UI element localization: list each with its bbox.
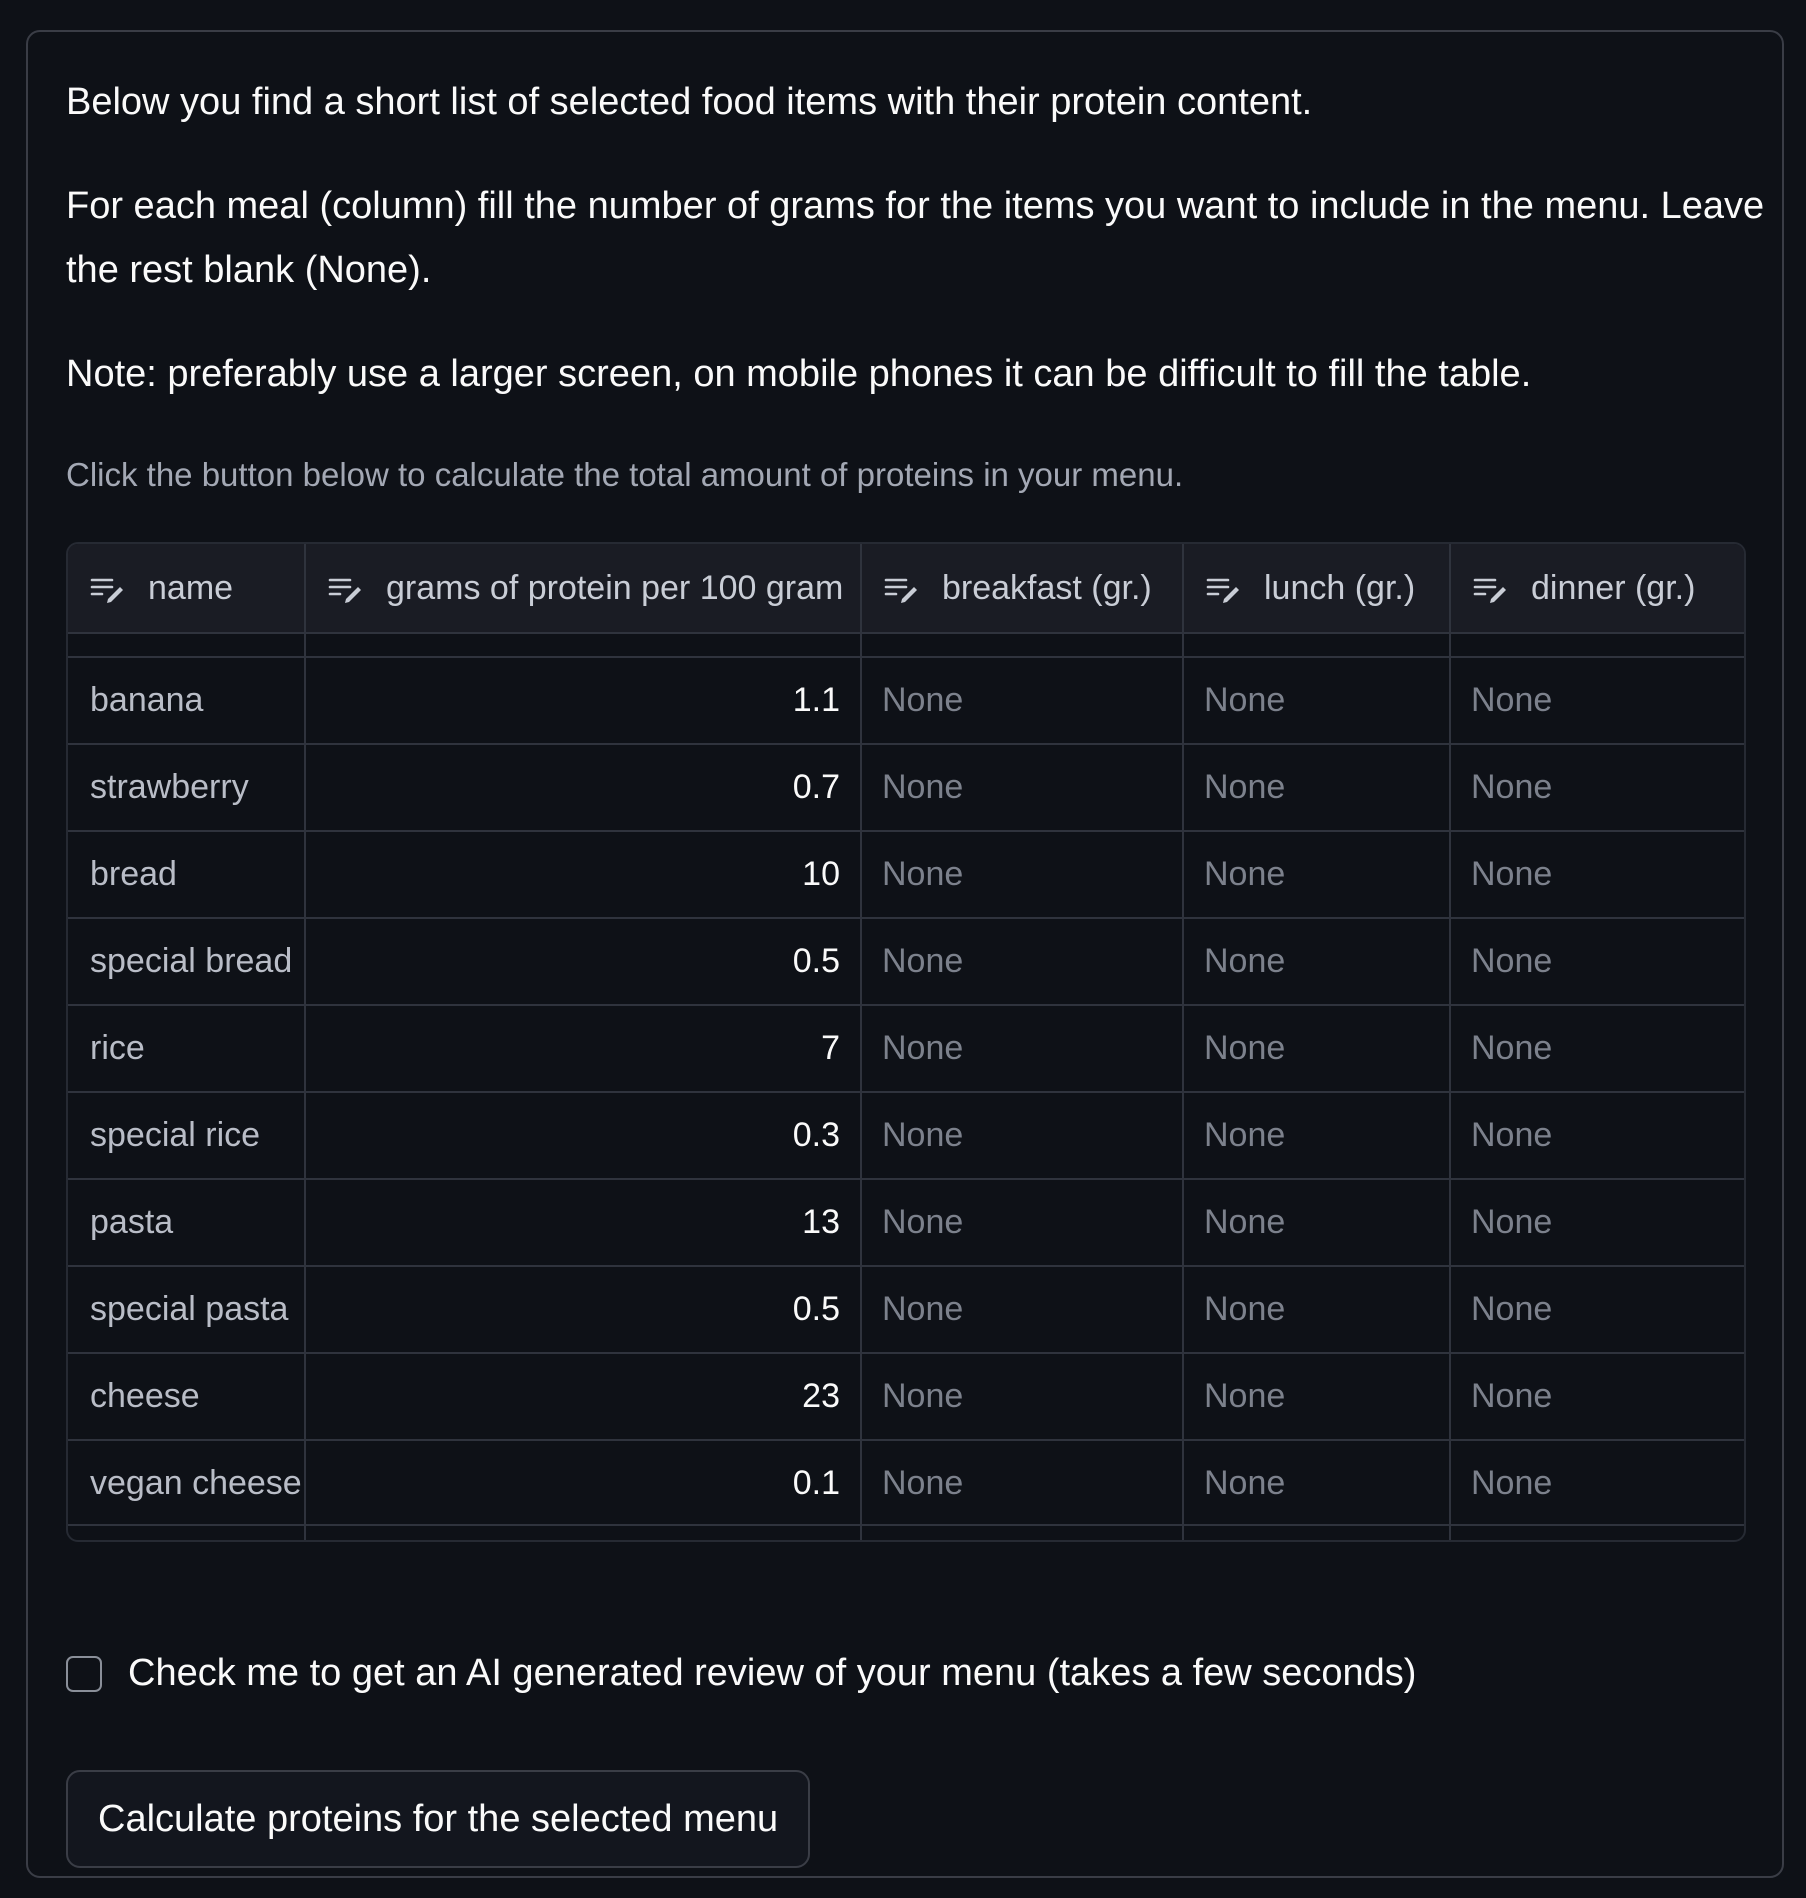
cell-name[interactable]: pasta	[90, 1203, 174, 1241]
cell-name[interactable]: special rice	[90, 1116, 261, 1154]
cell-protein[interactable]: 23	[802, 1377, 840, 1415]
cell-protein[interactable]: 0.5	[792, 1290, 840, 1328]
cell-dinner[interactable]: None	[1471, 681, 1553, 719]
cell-protein[interactable]: 0.7	[792, 768, 840, 806]
cell-dinner[interactable]: None	[1471, 942, 1553, 980]
column-header-label: lunch (gr.)	[1264, 568, 1416, 607]
cell-lunch[interactable]: None	[1204, 681, 1286, 719]
cell-protein[interactable]: 13	[802, 1203, 840, 1241]
cell-name[interactable]: vegan cheese	[90, 1464, 302, 1502]
cell-breakfast[interactable]: None	[882, 1377, 964, 1415]
cell-breakfast[interactable]: None	[882, 681, 964, 719]
table-row	[68, 1091, 1744, 1178]
cell-name[interactable]: strawberry	[90, 768, 249, 806]
cell-protein[interactable]: 0.5	[792, 942, 840, 980]
intro-line-2: For each meal (column) fill the number of grams for the items you want to include in the menu. Leave the rest blank (None).	[66, 185, 1765, 291]
table-row	[68, 1004, 1744, 1091]
cell-lunch[interactable]: None	[1204, 1116, 1286, 1154]
cell-dinner[interactable]: None	[1471, 1290, 1553, 1328]
intro-line-3: Note: preferably use a larger screen, on mobile phones it can be difficult to fill the table.	[66, 353, 1532, 395]
cell-dinner[interactable]: None	[1471, 1029, 1553, 1067]
cell-name[interactable]: cheese	[90, 1377, 200, 1415]
cell-breakfast[interactable]: None	[882, 1290, 964, 1328]
cell-lunch[interactable]: None	[1204, 1203, 1286, 1241]
table-body	[68, 656, 1744, 1526]
cell-breakfast[interactable]: None	[882, 1116, 964, 1154]
cell-lunch[interactable]: None	[1204, 855, 1286, 893]
cell-protein[interactable]: 1.1	[792, 681, 840, 719]
table-row	[68, 1178, 1744, 1265]
cell-name[interactable]: special bread	[90, 942, 293, 980]
table-row	[68, 656, 1744, 743]
ai-review-checkbox[interactable]	[66, 1656, 102, 1692]
main-panel	[26, 30, 1784, 1878]
column-header-label: grams of protein per 100 gram	[386, 568, 844, 607]
cell-name[interactable]: banana	[90, 681, 204, 719]
table-row	[68, 1439, 1744, 1526]
cell-name[interactable]: bread	[90, 855, 177, 893]
table-header	[68, 544, 1744, 634]
cell-lunch[interactable]: None	[1204, 1029, 1286, 1067]
cell-dinner[interactable]: None	[1471, 1203, 1553, 1241]
cell-lunch[interactable]: None	[1204, 1464, 1286, 1502]
cell-lunch[interactable]: None	[1204, 768, 1286, 806]
edit-column-icon	[1451, 573, 1531, 603]
cell-lunch[interactable]: None	[1204, 1290, 1286, 1328]
cell-lunch[interactable]: None	[1204, 1377, 1286, 1415]
calculate-button[interactable]: Calculate proteins for the selected menu	[66, 1770, 810, 1868]
intro-line-1: Below you find a short list of selected food items with their protein content.	[66, 81, 1313, 123]
column-header-label: dinner (gr.)	[1531, 568, 1696, 607]
column-header-label: breakfast (gr.)	[942, 568, 1152, 607]
edit-column-icon	[862, 573, 942, 603]
cell-dinner[interactable]: None	[1471, 1464, 1553, 1502]
cell-dinner[interactable]: None	[1471, 1116, 1553, 1154]
cell-name[interactable]: rice	[90, 1029, 145, 1067]
cell-dinner[interactable]: None	[1471, 768, 1553, 806]
protein-table[interactable]	[66, 542, 1746, 1542]
edit-column-icon	[306, 573, 386, 603]
table-row	[68, 1352, 1744, 1439]
cell-protein[interactable]: 10	[802, 855, 840, 893]
ai-review-option[interactable]	[66, 1652, 1416, 1695]
cell-dinner[interactable]: None	[1471, 1377, 1553, 1415]
column-header-name[interactable]	[68, 544, 306, 632]
table-row	[68, 830, 1744, 917]
column-header-lunch[interactable]	[1184, 544, 1451, 632]
cell-breakfast[interactable]: None	[882, 1029, 964, 1067]
table-row	[68, 743, 1744, 830]
table-row	[68, 917, 1744, 1004]
column-header-dinner[interactable]	[1451, 544, 1744, 632]
cell-breakfast[interactable]: None	[882, 768, 964, 806]
cell-breakfast[interactable]: None	[882, 855, 964, 893]
column-header-label: name	[148, 568, 234, 607]
ai-review-label: Check me to get an AI generated review of your menu (takes a few seconds)	[128, 1652, 1417, 1694]
edit-column-icon	[1184, 573, 1264, 603]
cell-breakfast[interactable]: None	[882, 942, 964, 980]
column-header-protein[interactable]	[306, 544, 862, 632]
cell-protein[interactable]: 7	[821, 1029, 840, 1067]
column-header-breakfast[interactable]	[862, 544, 1184, 632]
cell-dinner[interactable]: None	[1471, 855, 1553, 893]
cell-protein[interactable]: 0.3	[792, 1116, 840, 1154]
cell-protein[interactable]: 0.1	[792, 1464, 840, 1502]
table-row	[68, 1265, 1744, 1352]
cell-breakfast[interactable]: None	[882, 1464, 964, 1502]
caption: Click the button below to calculate the total amount of proteins in your menu.	[66, 456, 1184, 493]
cell-breakfast[interactable]: None	[882, 1203, 964, 1241]
edit-column-icon	[68, 573, 148, 603]
cell-name[interactable]: special pasta	[90, 1290, 289, 1328]
cell-lunch[interactable]: None	[1204, 942, 1286, 980]
